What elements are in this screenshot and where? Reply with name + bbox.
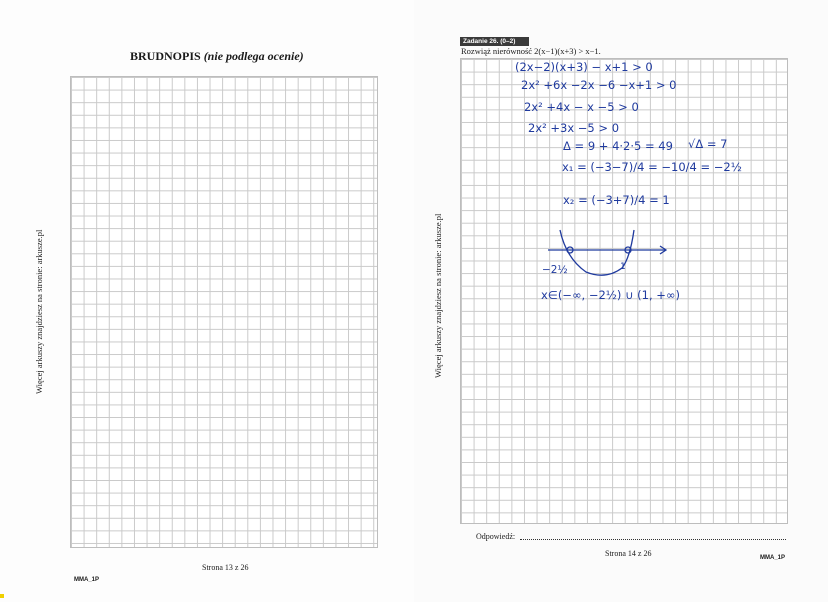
exam-code-right: MMA_1P [760, 555, 786, 561]
page-number: Strona 13 z 26 [202, 563, 249, 572]
handwriting-delta: Δ = 9 + 4·2·5 = 49 [563, 139, 673, 153]
answer-label: Odpowiedź: [476, 532, 516, 541]
side-text-right: Więcej arkuszy znajdziesz na stronie: arkusze.pl [433, 213, 443, 378]
task-header: Zadanie 26. (0–2) [460, 37, 529, 46]
handwriting-line-2: 2x² +6x −2x −6 −x+1 > 0 [521, 78, 677, 92]
handwriting-line-1: (2x−2)(x+3) − x+1 > 0 [515, 60, 653, 74]
scan-corner-mark [0, 594, 4, 598]
side-text: Więcej arkuszy znajdziesz na stronie: arkusze.pl [34, 229, 44, 394]
handwriting-line-3: 2x² +4x − x −5 > 0 [524, 100, 639, 114]
handwriting-x1: x₁ = (−3−7)/4 = −10/4 = −2½ [562, 160, 742, 174]
title-main: BRUDNOPIS [130, 49, 201, 63]
title-note: (nie podlega ocenie) [203, 49, 304, 63]
handwriting-answer: x∈(−∞, −2½) ∪ (1, +∞) [541, 288, 680, 302]
draft-grid [70, 76, 378, 548]
handwriting-x2: x₂ = (−3+7)/4 = 1 [563, 193, 670, 207]
handwriting-sqrt-delta: √Δ = 7 [688, 137, 728, 151]
exam-code: MMA_1P [74, 577, 100, 583]
task-text: Rozwiąż nierówność 2(x−1)(x+3) > x−1. [461, 46, 601, 56]
handwriting-line-4: 2x² +3x −5 > 0 [528, 121, 620, 135]
sketch-label-right: 1 [620, 262, 626, 272]
page-title [130, 49, 304, 64]
page-number-right: Strona 14 z 26 [605, 549, 652, 558]
answer-line[interactable] [520, 539, 786, 540]
sketch-label-left: −2½ [542, 264, 568, 276]
